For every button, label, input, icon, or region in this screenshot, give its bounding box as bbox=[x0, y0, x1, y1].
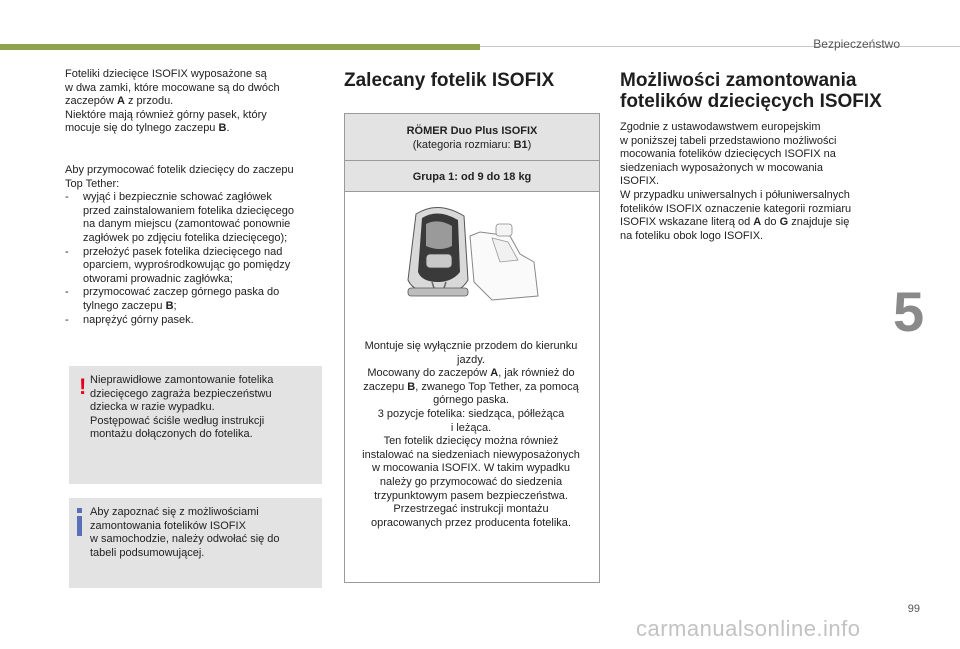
section-title: Bezpieczeństwo bbox=[813, 37, 900, 51]
seat-body-cell bbox=[345, 192, 599, 580]
chapter-number: 5 bbox=[893, 280, 925, 343]
list-item: - przełożyć pasek fotelika dziecięcego nad oparciem, wyprośrodkowując go pomiędzy otworami prowadnic zagłówka; bbox=[65, 245, 291, 285]
watermark: carmanualsonline.info bbox=[636, 616, 861, 641]
page-number: 99 bbox=[907, 603, 920, 615]
isofix-options-heading: Możliwości zamontowania fotelików dziecięcych ISOFIX bbox=[620, 70, 882, 112]
list-item: - przymocować zaczep górnego paska do tylnego zaczepu B; bbox=[65, 286, 280, 312]
info-note bbox=[69, 498, 322, 588]
info-icon bbox=[77, 508, 82, 536]
top-tether-steps bbox=[65, 191, 330, 327]
recommended-seat-heading: Zalecany fotelik ISOFIX bbox=[344, 70, 555, 91]
info-text: Aby zapoznać się z możliwościami zamontowania fotelików ISOFIX w samochodzie, należy odwołać się do tabeli podsumowującej. bbox=[90, 506, 280, 559]
list-item: - wyjąć i bezpiecznie schować zagłówek przed zainstalowaniem fotelika dziecięcego na danym miejscu (zamontować ponownie zagłówek po zdjęciu fotelika dziecięcego); bbox=[65, 191, 294, 244]
seat-header-cell: RÖMER Duo Plus ISOFIX (kategoria rozmiaru: B1) bbox=[345, 114, 599, 161]
header-accent-bar bbox=[0, 44, 480, 50]
top-tether-intro: Aby przymocować fotelik dziecięcy do zaczepu Top Tether: bbox=[65, 163, 294, 190]
right-column bbox=[620, 121, 885, 243]
warning-text: Nieprawidłowe zamontowanie fotelika dziecięcego zagraża bezpieczeństwu dziecka w razie wypadku. Postępować ściśle według instrukcji montażu dołączonych do fotelika. bbox=[90, 374, 274, 441]
seat-name: RÖMER Duo Plus ISOFIX bbox=[406, 125, 538, 137]
warning-icon: ! bbox=[79, 374, 87, 399]
child-seat-illustration bbox=[400, 202, 542, 306]
recommended-seat-table bbox=[344, 113, 600, 583]
seat-group-cell: Grupa 1: od 9 do 18 kg bbox=[345, 161, 599, 192]
isofix-options-paragraph: Zgodnie z ustawodawstwem europejskim w poniższej tabeli przedstawiono możliwości mocowania fotelików dziecięcych ISOFIX na siedzeniach wyposażonych w mocowania ISOFIX. W przypadku uniwersalnych i półuniwersalnych fotelików ISOFIX oznaczenie kategorii rozmiaru ISOFIX wskazane literą od A do G znajduje się na foteliku obok logo ISOFIX. bbox=[620, 121, 852, 242]
left-column bbox=[65, 68, 330, 327]
warning-note bbox=[69, 366, 322, 484]
isofix-intro-paragraph: Foteliki dziecięce ISOFIX wyposażone są w dwa zamki, które mocowane są do dwóch zaczepów A z przodu. Niektóre mają również górny pasek, który mocuje się do tylnego zaczepu B. bbox=[65, 68, 280, 135]
seat-description: Montuje się wyłącznie przodem do kierunku jazdy. Mocowany do zaczepów A, jak również do zaczepu B, zwanego Top Tether, za pomocą górnego paska. 3 pozycje fotelika: siedząca, półleżąca i leżąca. Ten fotelik dziecięcy można również instalować na siedzeniach niewyposażonych w mocowania ISOFIX. W takim wypadku należy go przymocować do siedzenia trzypunktowym pasem bezpieczeństwa. Przestrzegać instrukcji montażu opracowanych przez producenta fotelika. bbox=[362, 340, 580, 529]
list-item: - naprężyć górny pasek. bbox=[65, 313, 194, 326]
